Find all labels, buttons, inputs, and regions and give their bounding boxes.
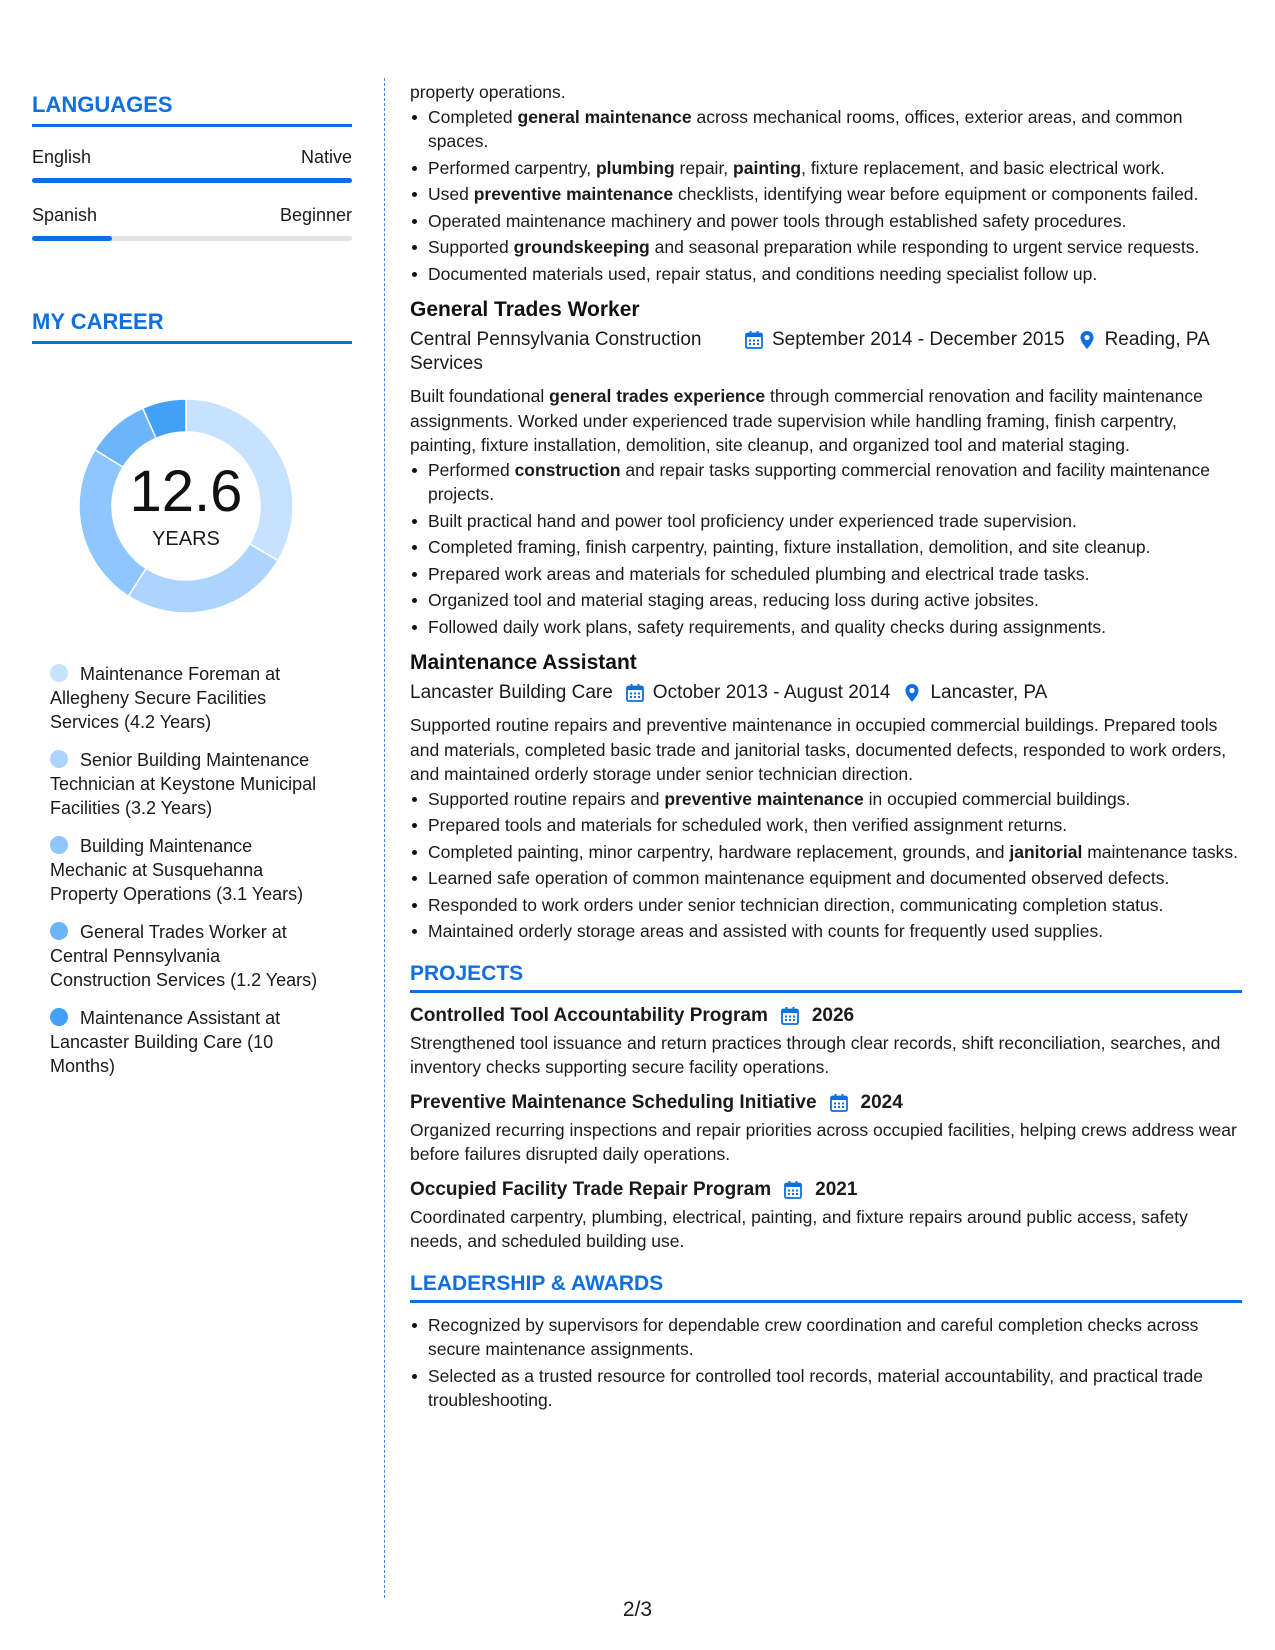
keyword: preventive maintenance bbox=[473, 184, 674, 204]
legend-dot bbox=[50, 836, 68, 854]
project-year: 2026 bbox=[811, 1004, 855, 1026]
project-description: Coordinated carpentry, plumbing, electrical, painting, and fixture repairs around public access, safety needs, and scheduled building use. bbox=[410, 1206, 1188, 1251]
calendar-icon bbox=[744, 330, 764, 350]
language-name: Spanish bbox=[32, 205, 98, 225]
language-english bbox=[32, 147, 352, 183]
legend-label: Maintenance Foreman at Allegheny Secure Facilities Services (4.2 Years) bbox=[50, 664, 281, 732]
career-legend bbox=[32, 662, 322, 1078]
job-dates: October 2013 - August 2014 bbox=[652, 682, 891, 703]
bullet-item: Selected as a trusted resource for controlled tool records, material accountability, and practical trade troubleshooting. bbox=[410, 1364, 1242, 1413]
career-total-unit: YEARS bbox=[152, 527, 220, 550]
page-number: 2/3 bbox=[622, 1598, 653, 1621]
bullet-item: Documented materials used, repair status, and conditions needing specialist follow up. bbox=[410, 262, 1242, 287]
job-summary-continued: property operations. bbox=[410, 82, 566, 102]
bullet-item: Completed framing, finish carpentry, painting, fixture installation, demolition, and site cleanup. bbox=[410, 535, 1242, 560]
keyword: painting bbox=[733, 157, 802, 178]
career-heading: MY CAREER bbox=[32, 309, 352, 344]
project-title: Occupied Facility Trade Repair Program bbox=[410, 1178, 772, 1200]
bullet-item: Supported groundskeeping and seasonal preparation while responding to urgent service requests. bbox=[410, 235, 1242, 260]
job-meta bbox=[410, 328, 1242, 376]
language-bar bbox=[32, 236, 352, 241]
bullet-item: Organized tool and material staging areas, reducing loss during active jobsites. bbox=[410, 588, 1242, 613]
job-meta bbox=[410, 681, 1242, 705]
legend-label: Maintenance Assistant at Lancaster Building Care (10 Months) bbox=[50, 1008, 281, 1076]
career-legend-item bbox=[50, 1006, 322, 1078]
bullet-item: Supported routine repairs and preventive maintenance in occupied commercial buildings. bbox=[410, 787, 1242, 812]
job-location: Lancaster, PA bbox=[930, 682, 1048, 703]
job-summary: Built foundational general trades experience through commercial renovation and facility maintenance assignments. Worked under experienced trade supervision while handling framing, finish carpentry, painting, fixture installation, demolition, site cleanup, and organized tool and material staging. bbox=[410, 386, 1203, 455]
awards-bullets bbox=[410, 1313, 1242, 1413]
bullet-item: Built practical hand and power tool proficiency under experienced trade supervision. bbox=[410, 509, 1242, 534]
project-description: Organized recurring inspections and repair priorities across occupied facilities, helping crews address wear before failures disrupted daily operations. bbox=[410, 1119, 1237, 1164]
job-summary: Supported routine repairs and preventive maintenance in occupied commercial buildings. Prepared tools and materials, completed basic trade and janitorial tasks, documented defects, responded to work orders, and maintained orderly storage under senior technician direction. bbox=[410, 715, 1227, 784]
language-spanish bbox=[32, 205, 352, 241]
bullet-item: Completed painting, minor carpentry, hardware replacement, grounds, and janitorial maintenance tasks. bbox=[410, 840, 1242, 865]
bullet-item: Recognized by supervisors for dependable crew coordination and careful completion checks across secure maintenance assignments. bbox=[410, 1313, 1242, 1362]
project-title: Controlled Tool Accountability Program bbox=[410, 1004, 768, 1026]
project-title: Preventive Maintenance Scheduling Initiative bbox=[410, 1091, 817, 1113]
keyword: janitorial bbox=[1009, 841, 1083, 862]
bullet-item: Maintained orderly storage areas and assisted with counts for frequently used supplies. bbox=[410, 919, 1242, 944]
keyword: groundskeeping bbox=[513, 237, 650, 257]
project-description: Strengthened tool issuance and return practices through clear records, shift reconciliation, searches, and inventory checks supporting secure facility operations. bbox=[410, 1032, 1221, 1077]
projects-heading: PROJECTS bbox=[410, 962, 1242, 993]
legend-dot bbox=[50, 922, 68, 940]
bullet-item: Responded to work orders under senior technician direction, communicating completion status. bbox=[410, 893, 1242, 918]
bullet-item: Completed general maintenance across mechanical rooms, offices, exterior areas, and common spaces. bbox=[410, 105, 1242, 154]
bullet-item: Followed daily work plans, safety requirements, and quality checks during assignments. bbox=[410, 615, 1242, 640]
legend-dot bbox=[50, 750, 68, 768]
legend-label: General Trades Worker at Central Pennsylvania Construction Services (1.2 Years) bbox=[50, 922, 318, 990]
calendar-icon bbox=[783, 1180, 803, 1200]
keyword: general trades experience bbox=[549, 386, 766, 406]
bullet-item: Learned safe operation of common maintenance equipment and documented observed defects. bbox=[410, 866, 1242, 891]
legend-label: Building Maintenance Mechanic at Susquehanna Property Operations (3.1 Years) bbox=[50, 836, 304, 904]
career-legend-item bbox=[50, 834, 322, 906]
job-title: General Trades Worker bbox=[410, 298, 640, 321]
legend-dot bbox=[50, 664, 68, 682]
bullet-item: Prepared tools and materials for scheduled work, then verified assignment returns. bbox=[410, 813, 1242, 838]
project-year: 2024 bbox=[860, 1091, 903, 1113]
calendar-icon bbox=[780, 1006, 800, 1026]
career-donut-chart bbox=[66, 386, 306, 626]
job-company: Central Pennsylvania Construction Services bbox=[410, 329, 702, 374]
keyword: general maintenance bbox=[517, 106, 692, 127]
legend-dot bbox=[50, 1008, 68, 1026]
project-item bbox=[410, 1005, 1242, 1080]
job-location: Reading, PA bbox=[1104, 329, 1210, 350]
project-year: 2021 bbox=[815, 1178, 858, 1200]
language-name: English bbox=[32, 147, 92, 167]
bullet-item: Operated maintenance machinery and power tools through established safety procedures. bbox=[410, 209, 1242, 234]
bullet-item: Prepared work areas and materials for scheduled plumbing and electrical trade tasks. bbox=[410, 562, 1242, 587]
bullet-item: Used preventive maintenance checklists, identifying wear before equipment or components failed. bbox=[410, 182, 1242, 207]
keyword: preventive maintenance bbox=[664, 788, 864, 809]
job-company: Lancaster Building Care bbox=[410, 682, 613, 703]
career-legend-item bbox=[50, 920, 322, 992]
career-total-years: 12.6 bbox=[129, 458, 243, 524]
project-item bbox=[410, 1092, 1242, 1167]
language-bar-fill bbox=[32, 178, 352, 183]
bullet-item: Performed construction and repair tasks supporting commercial renovation and facility maintenance projects. bbox=[410, 458, 1242, 507]
sidebar bbox=[32, 92, 352, 1092]
column-divider bbox=[384, 78, 385, 1598]
job-bullets bbox=[410, 787, 1242, 944]
job-bullets bbox=[410, 458, 1242, 640]
language-level: Beginner bbox=[279, 205, 352, 225]
calendar-icon bbox=[625, 683, 645, 703]
awards-heading: LEADERSHIP & AWARDS bbox=[410, 1272, 1242, 1303]
main-content bbox=[410, 80, 1242, 1415]
job-bullets-continued bbox=[410, 105, 1242, 287]
keyword: plumbing bbox=[595, 157, 675, 178]
map-pin-icon bbox=[1077, 330, 1097, 350]
languages-heading: LANGUAGES bbox=[32, 92, 352, 127]
job-dates: September 2014 - December 2015 bbox=[772, 329, 1065, 350]
calendar-icon bbox=[829, 1093, 849, 1113]
career-legend-item bbox=[50, 748, 322, 820]
keyword: construction bbox=[514, 459, 621, 480]
project-item bbox=[410, 1179, 1242, 1254]
language-level: Native bbox=[300, 147, 352, 167]
legend-label: Senior Building Maintenance Technician at Keystone Municipal Facilities (3.2 Years) bbox=[50, 750, 317, 818]
language-bar bbox=[32, 178, 352, 183]
career-legend-item bbox=[50, 662, 322, 734]
language-bar-fill bbox=[32, 236, 112, 241]
map-pin-icon bbox=[902, 683, 922, 703]
bullet-item: Performed carpentry, plumbing repair, painting, fixture replacement, and basic electrical work. bbox=[410, 156, 1242, 181]
job-title: Maintenance Assistant bbox=[410, 651, 637, 674]
